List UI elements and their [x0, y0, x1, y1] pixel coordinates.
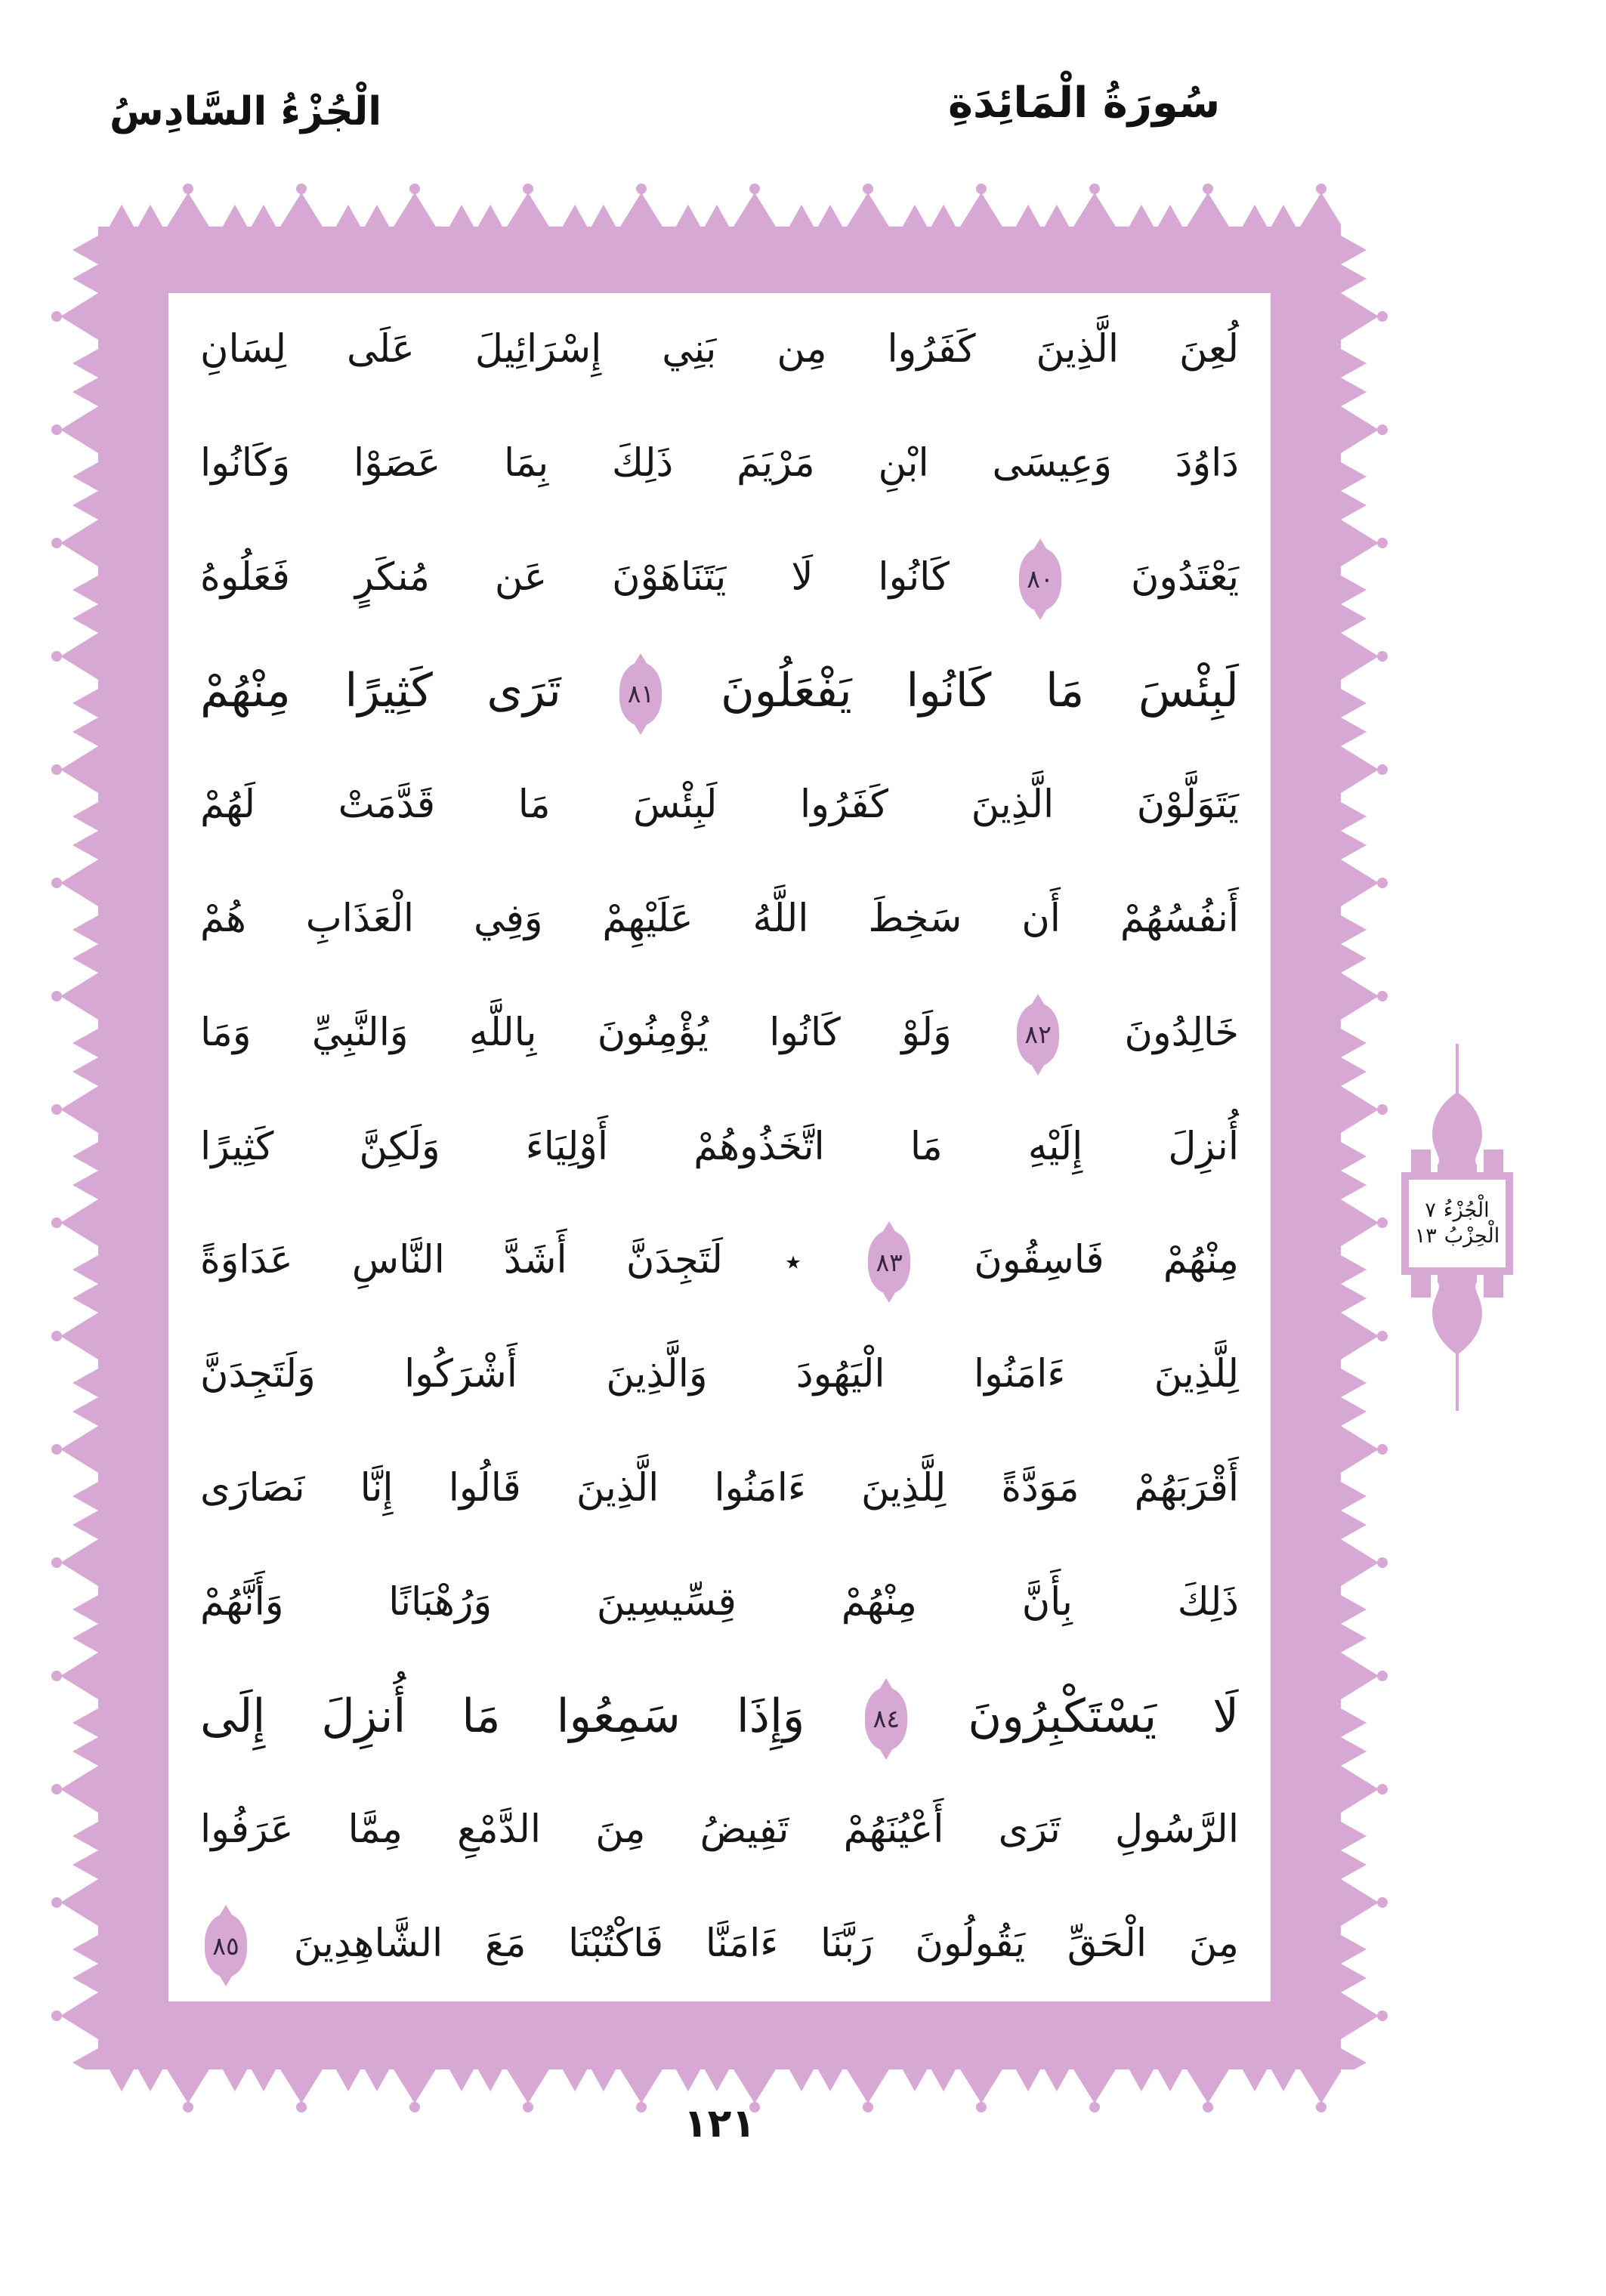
juz-hizb-box	[1401, 1172, 1513, 1275]
mushaf-line-13	[168, 1660, 1271, 1774]
ayah-text: لِلَّذِينَ ءَامَنُوا الْيَهُودَ وَالَّذِينَ أَشْرَكُوا وَلَتَجِدَنَّ	[200, 1352, 1239, 1397]
mushaf-line-2	[168, 407, 1271, 521]
ayah-number: ٨٥	[212, 1930, 239, 1961]
ayah-text: لَتَجِدَنَّ أَشَدَّ النَّاسِ عَدَاوَةً	[200, 1238, 723, 1283]
ayah-text: وَإِذَا سَمِعُوا مَا أُنزِلَ إِلَى	[200, 1689, 805, 1743]
ayah-number: ٨١	[627, 679, 655, 709]
mushaf-line-15	[168, 1887, 1271, 2001]
mushaf-line-4	[168, 634, 1271, 748]
mushaf-line-7	[168, 977, 1271, 1091]
ayah-number-marker	[619, 662, 662, 726]
juz-row	[1425, 1199, 1489, 1222]
mushaf-line-12	[168, 1546, 1271, 1660]
ayah-text: أَنفُسُهُمْ أَن سَخِطَ اللَّهُ عَلَيْهِمْ وَفِي الْعَذَابِ هُمْ	[200, 896, 1239, 941]
ayah-number-marker	[868, 1230, 910, 1294]
ayah-text: أَقْرَبَهُمْ مَوَدَّةً لِلَّذِينَ ءَامَنُوا الَّذِينَ قَالُوا إِنَّا نَصَارَى	[200, 1465, 1239, 1511]
ayah-text: دَاوُدَ وَعِيسَى ابْنِ مَرْيَمَ ذَلِكَ بِمَا عَصَوْا وَكَانُوا	[200, 440, 1239, 486]
ayah-text: أُنزِلَ إِلَيْهِ مَا اتَّخَذُوهُمْ أَوْلِيَاءَ وَلَكِنَّ كَثِيرًا	[200, 1124, 1239, 1169]
ayah-number: ٨٠	[1027, 564, 1054, 594]
text-block	[168, 293, 1271, 2001]
mushaf-line-3	[168, 521, 1271, 635]
ayah-number-marker	[1019, 548, 1061, 611]
ayah-text: لَبِئْسَ مَا كَانُوا يَفْعَلُونَ	[721, 664, 1240, 718]
ayah-text: يَعْتَدُونَ	[1130, 554, 1240, 600]
mushaf-line-1	[168, 293, 1271, 407]
juz-header: الْجُزْءُ السَّادِسُ	[110, 89, 382, 134]
ayah-text: لَا يَسْتَكْبِرُونَ	[968, 1689, 1239, 1743]
ayah-number-marker	[865, 1687, 907, 1751]
ayah-text: وَلَوْ كَانُوا يُؤْمِنُونَ بِاللَّهِ وَالنَّبِيِّ وَمَا	[200, 1010, 952, 1055]
ayah-text: ذَلِكَ بِأَنَّ مِنْهُمْ قِسِّيسِينَ وَرُهْبَانًا وَأَنَّهُمْ	[200, 1579, 1239, 1625]
mushaf-line-10	[168, 1318, 1271, 1432]
mushaf-line-9	[168, 1204, 1271, 1318]
ayah-text: يَتَوَلَّوْنَ الَّذِينَ كَفَرُوا لَبِئْسَ مَا قَدَّمَتْ لَهُمْ	[200, 782, 1239, 828]
ayah-number: ٨٣	[876, 1247, 903, 1277]
ayah-number: ٨٤	[872, 1704, 900, 1734]
hizb-value: ١٣	[1414, 1224, 1437, 1248]
hizb-label: الْحِزْبُ	[1444, 1224, 1500, 1248]
mushaf-line-5	[168, 748, 1271, 863]
juz-value: ٧	[1425, 1199, 1436, 1223]
ayah-text: كَانُوا لَا يَتَنَاهَوْنَ عَن مُنكَرٍ فَعَلُوهُ	[200, 554, 950, 600]
ayah-number: ٨٢	[1024, 1020, 1052, 1050]
ayah-text: مِنْهُمْ فَاسِقُونَ	[974, 1238, 1239, 1283]
ayah-text: لُعِنَ الَّذِينَ كَفَرُوا مِن بَنِي إِسْرَائِيلَ عَلَى لِسَانِ	[200, 327, 1239, 372]
ayah-text: الرَّسُولِ تَرَى أَعْيُنَهُمْ تَفِيضُ مِنَ الدَّمْعِ مِمَّا عَرَفُوا	[200, 1807, 1239, 1853]
ayah-text: مِنَ الْحَقِّ يَقُولُونَ رَبَّنَا ءَامَنَّا فَاكْتُبْنَا مَعَ الشَّاهِدِينَ	[293, 1921, 1239, 1967]
surah-header: سُورَةُ الْمَائِدَةِ	[948, 79, 1221, 128]
mushaf-line-6	[168, 863, 1271, 977]
ayah-number-marker	[205, 1914, 247, 1977]
page-number: ١٢١	[683, 2101, 756, 2146]
hizb-row	[1415, 1225, 1500, 1248]
ayah-number-marker	[1017, 1003, 1059, 1066]
mushaf-line-8	[168, 1091, 1271, 1205]
juz-label: الْجُزْءُ	[1443, 1199, 1490, 1223]
mushaf-line-14	[168, 1773, 1271, 1887]
ayah-text: تَرَى كَثِيرًا مِنْهُمْ	[200, 664, 561, 718]
mushaf-line-11	[168, 1432, 1271, 1546]
juz-hizb-side-ornament	[1396, 1044, 1518, 1411]
ayah-text: خَالِدُونَ	[1124, 1010, 1239, 1055]
rub-el-hizb-star-icon: ٭	[785, 1245, 801, 1280]
